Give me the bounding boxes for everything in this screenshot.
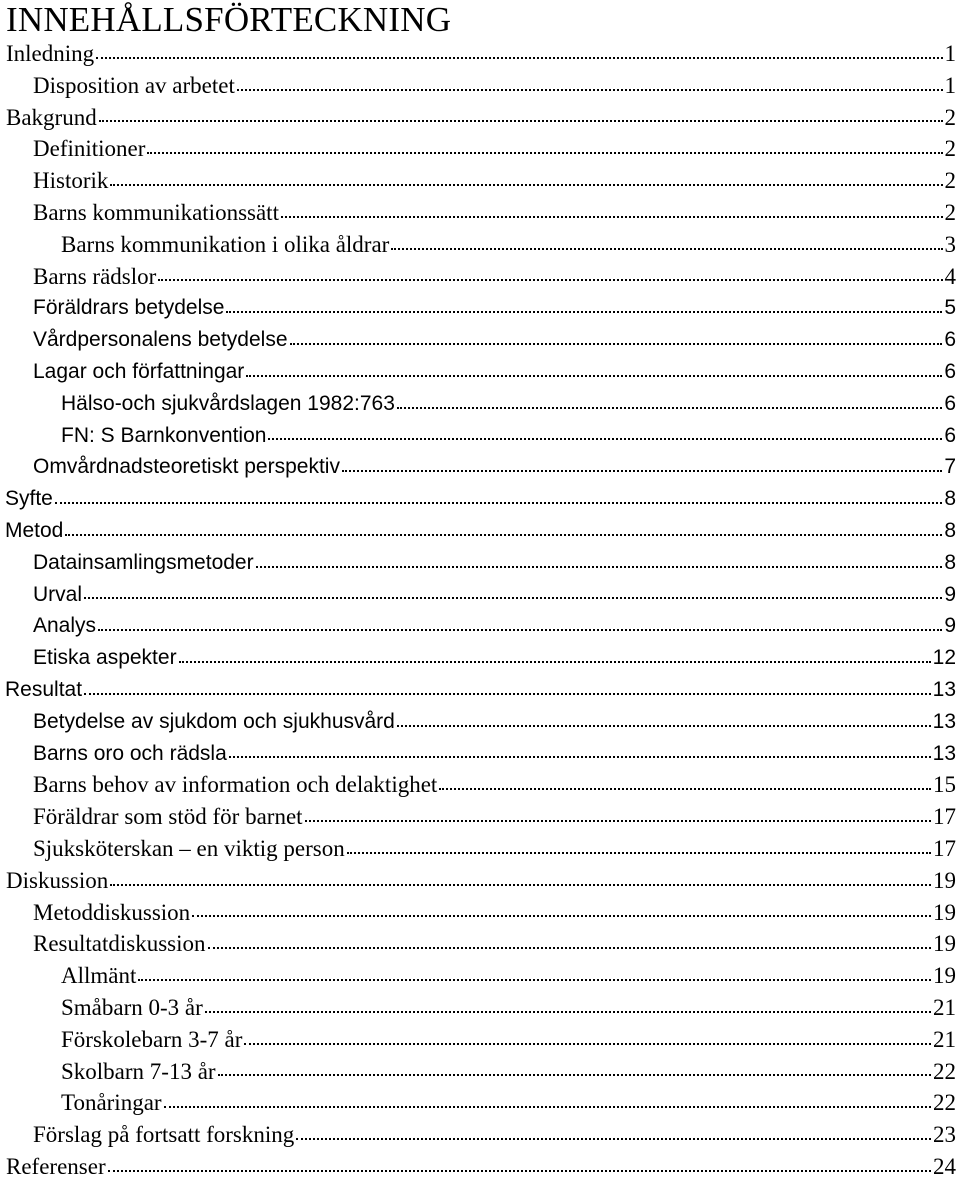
toc-entry[interactable] (0, 960, 960, 992)
toc-entry-page-number: 9 (944, 582, 956, 606)
toc-dot-leader (439, 788, 931, 790)
toc-entry-page-number: 15 (933, 772, 956, 798)
toc-entry[interactable] (0, 865, 960, 897)
toc-entry-page-number: 8 (944, 518, 956, 542)
toc-entry[interactable] (0, 1151, 960, 1183)
toc-dot-leader (110, 884, 931, 886)
toc-entry[interactable] (0, 897, 960, 929)
toc-dot-leader (237, 89, 943, 91)
toc-dot-leader (138, 979, 931, 981)
toc-entry-page-number: 8 (944, 550, 956, 574)
toc-dot-leader (281, 216, 943, 218)
toc-entry-label: Resultatdiskussion (33, 931, 206, 957)
toc-entry[interactable] (0, 706, 960, 738)
toc-entry-label: Föräldrars betydelse (33, 296, 225, 320)
toc-entry-label: Förslag på fortsatt forskning (33, 1122, 295, 1148)
toc-dot-leader (65, 534, 942, 536)
toc-dot-leader (192, 915, 931, 917)
toc-entry[interactable] (0, 928, 960, 960)
toc-entry-page-number: 22 (933, 1090, 956, 1116)
toc-entry-label: Barns rädslor (33, 263, 157, 289)
toc-dot-leader (55, 502, 942, 504)
toc-entry-label: Metoddiskussion (33, 899, 191, 925)
toc-entry-page-number: 2 (944, 136, 956, 162)
toc-entry-label: FN: S Barnkonvention (61, 423, 267, 447)
toc-entry-page-number: 2 (944, 104, 956, 130)
toc-entry-page-number: 19 (933, 963, 956, 989)
toc-entry-label: Förskolebarn 3-7 år (61, 1026, 243, 1052)
toc-dot-leader (226, 311, 942, 313)
toc-entry-page-number: 6 (944, 359, 956, 383)
toc-entry-page-number: 13 (932, 709, 956, 733)
toc-entry[interactable] (0, 674, 960, 706)
toc-entry[interactable] (0, 801, 960, 833)
toc-entry-label: Metod (5, 518, 64, 542)
toc-dot-leader (108, 1170, 931, 1172)
toc-dot-leader (158, 279, 942, 281)
toc-dot-leader (296, 1138, 931, 1140)
toc-dot-leader (84, 597, 942, 599)
toc-entry[interactable] (0, 261, 960, 293)
toc-entry-label: Vårdpersonalens betydelse (33, 328, 288, 352)
toc-entry-label: Barns kommunikationssätt (33, 199, 279, 225)
toc-entry-page-number: 12 (932, 646, 956, 670)
toc-entry-page-number: 6 (944, 423, 956, 447)
toc-entry[interactable] (0, 102, 960, 134)
toc-entry-label: Sjuksköterskan – en viktig person (33, 835, 345, 861)
toc-entry[interactable] (0, 833, 960, 865)
toc-dot-leader (208, 947, 931, 949)
toc-entry-page-number: 9 (944, 614, 956, 638)
toc-dot-leader (397, 725, 931, 727)
toc-entry-label: Definitioner (33, 136, 146, 162)
toc-entry-page-number: 5 (944, 296, 956, 320)
toc-entry[interactable] (0, 324, 960, 356)
toc-entry-label: Resultat (5, 677, 83, 701)
toc-entry-page-number: 19 (933, 931, 956, 957)
toc-entry-page-number: 4 (944, 263, 956, 289)
toc-entry-page-number: 7 (944, 455, 956, 479)
toc-entry-label: Historik (33, 168, 109, 194)
toc-entry-label: Allmänt (61, 963, 137, 989)
toc-entry-label: Skolbarn 7-13 år (61, 1058, 216, 1084)
toc-entry[interactable] (0, 420, 960, 452)
toc-entry[interactable] (0, 1024, 960, 1056)
toc-entry-page-number: 13 (932, 677, 956, 701)
toc-entry-page-number: 21 (933, 1026, 956, 1052)
toc-dot-leader (205, 1011, 931, 1013)
toc-entry-label: Datainsamlingsmetoder (33, 550, 254, 574)
toc-dot-leader (347, 852, 931, 854)
toc-entry[interactable] (0, 579, 960, 611)
toc-entry[interactable] (0, 70, 960, 102)
toc-entry-label: Föräldrar som stöd för barnet (33, 804, 303, 830)
toc-entry-label: Inledning (6, 41, 95, 66)
toc-title: INNEHÅLLSFÖRTECKNING (6, 0, 452, 39)
toc-entry-page-number: 17 (933, 804, 956, 830)
toc-dot-leader (218, 1074, 931, 1076)
toc-entry-label: Syfte (5, 487, 53, 511)
toc-entry-label: Betydelse av sjukdom och sjukhusvård (33, 709, 395, 733)
toc-entry-label: Analys (33, 614, 97, 638)
toc-entry-page-number: 8 (944, 487, 956, 511)
toc-dot-leader (99, 120, 943, 122)
toc-entry-page-number: 2 (944, 168, 956, 194)
toc-entry[interactable] (0, 1119, 960, 1151)
toc-entry-page-number: 21 (933, 994, 956, 1020)
toc-entry-page-number: 23 (933, 1122, 956, 1148)
toc-entry-page-number: 22 (933, 1058, 956, 1084)
toc-entry-page-number: 24 (933, 1153, 956, 1179)
toc-entry-label: Barns oro och rädsla (33, 741, 227, 765)
toc-entry[interactable] (0, 483, 960, 515)
toc-entry-label: Lagar och författningar (33, 359, 245, 383)
toc-dot-leader (391, 248, 942, 250)
toc-entry-page-number: 1 (944, 72, 956, 98)
toc-entry-label: Omvårdnadsteoretiskt perspektiv (33, 455, 340, 479)
toc-dot-leader (397, 407, 942, 409)
toc-entry-label: Urval (33, 582, 83, 606)
toc-entry-page-number: 13 (932, 741, 956, 765)
toc-entry[interactable] (0, 738, 960, 770)
toc-entry[interactable] (0, 292, 960, 324)
toc-entry-label: Bakgrund (6, 104, 97, 130)
toc-entry[interactable] (0, 515, 960, 547)
toc-dot-leader (290, 343, 943, 345)
toc-entry[interactable] (0, 165, 960, 197)
toc-dot-leader (342, 470, 942, 472)
toc-entry[interactable] (0, 769, 960, 801)
toc-entry-page-number: 19 (933, 867, 956, 893)
toc-entry[interactable] (0, 451, 960, 483)
toc-entry[interactable] (0, 992, 960, 1024)
toc-entry-page-number: 6 (944, 391, 956, 415)
toc-entry-page-number: 19 (933, 899, 956, 925)
toc-entry[interactable] (0, 356, 960, 388)
toc-dot-leader (256, 566, 943, 568)
toc-dot-leader (164, 1106, 931, 1108)
toc-entry[interactable] (0, 229, 960, 261)
toc-entry-label: Disposition av arbetet (33, 72, 235, 98)
toc-entry[interactable] (0, 1056, 960, 1088)
toc-dot-leader (246, 375, 942, 377)
toc-entry-label: Tonåringar (61, 1090, 162, 1116)
toc-dot-leader (147, 152, 942, 154)
toc-entry[interactable] (0, 388, 960, 420)
toc-dot-leader (96, 57, 942, 59)
toc-entry-page-number: 2 (944, 199, 956, 225)
toc-entry-page-number: 6 (944, 328, 956, 352)
toc-dot-leader (179, 661, 931, 663)
toc-entry[interactable] (0, 38, 960, 70)
toc-dot-leader (305, 820, 931, 822)
toc-dot-leader (229, 756, 931, 758)
toc-dot-leader (268, 438, 942, 440)
toc-entry[interactable] (0, 547, 960, 579)
toc-entry-label: Diskussion (6, 867, 109, 893)
toc-entry-label: Barns behov av information och delaktighet (33, 772, 438, 798)
toc-dot-leader (98, 629, 942, 631)
toc-entry[interactable] (0, 610, 960, 642)
toc-entry-page-number: 1 (944, 41, 956, 66)
toc-dot-leader (244, 1043, 931, 1045)
toc-entry-label: Småbarn 0-3 år (61, 994, 203, 1020)
toc-dot-leader (84, 693, 931, 695)
toc-entry-label: Etiska aspekter (33, 646, 177, 670)
toc-entry-label: Referenser (6, 1153, 106, 1179)
toc-entry-page-number: 17 (933, 835, 956, 861)
toc-entry[interactable] (0, 642, 960, 674)
toc-entry-label: Barns kommunikation i olika åldrar (61, 231, 390, 257)
toc-dot-leader (110, 184, 942, 186)
toc-entry-label: Hälso-och sjukvårdslagen 1982:763 (61, 391, 395, 415)
toc-entry-page-number: 3 (944, 231, 956, 257)
toc-entry[interactable] (0, 197, 960, 229)
toc-entry[interactable] (0, 133, 960, 165)
toc-list (0, 38, 960, 1183)
toc-entry[interactable] (0, 1087, 960, 1119)
